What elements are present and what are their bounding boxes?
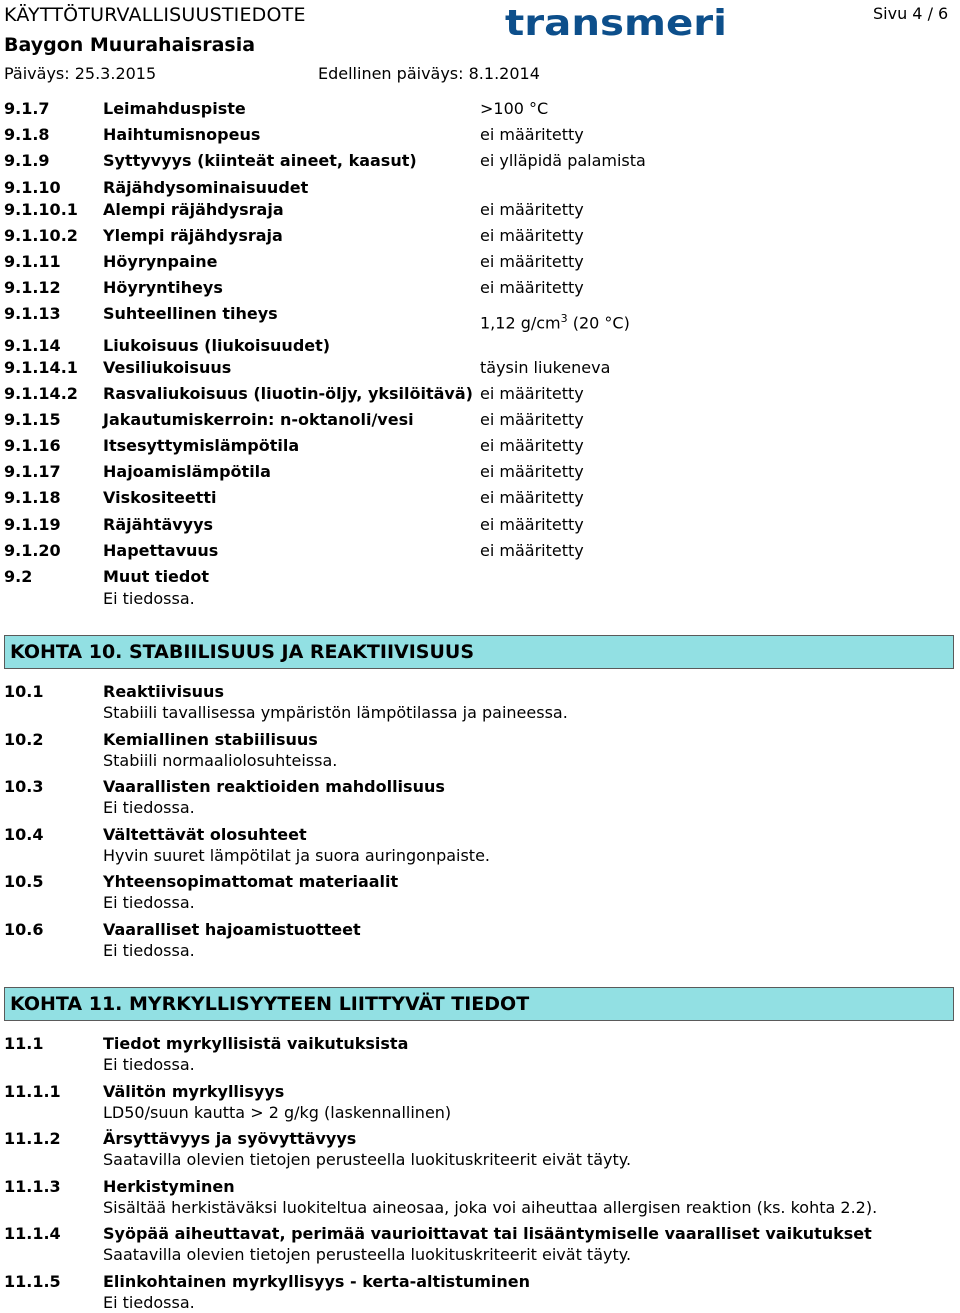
property-number: 9.1.8 [4, 125, 50, 144]
property-number: 9.1.13 [4, 304, 61, 323]
property-label: Räjähdysominaisuudet [103, 178, 309, 197]
property-label: Hapettavuus [103, 541, 219, 560]
item-text: Ei tiedossa. [103, 1293, 195, 1312]
item-text: Stabiili normaaliolosuhteissa. [103, 750, 338, 770]
property-value: ei määritetty [480, 541, 584, 560]
density-temperature: (20 °C) [567, 313, 630, 333]
property-number: 9.1.10.2 [4, 226, 78, 245]
item-label: Reaktiivisuus [103, 682, 224, 701]
property-label: Viskositeetti [103, 488, 217, 507]
item-label: Herkistyminen [103, 1176, 235, 1196]
property-label: Höyrynpaine [103, 252, 218, 271]
property-value: ei määritetty [480, 410, 584, 429]
density-unit-exponent: 3 [560, 312, 568, 325]
section-11-heading [4, 987, 954, 1021]
property-label: Hajoamislämpötila [103, 462, 271, 481]
item-text: Saatavilla olevien tietojen perusteella luokituskriteerit eivät täyty. [103, 1150, 632, 1170]
property-value: ei määritetty [480, 226, 584, 245]
property-number: 9.1.18 [4, 488, 61, 507]
property-number: 9.2 [4, 567, 33, 586]
property-number: 9.1.14.1 [4, 358, 78, 377]
item-text: Ei tiedossa. [103, 798, 195, 818]
item-number: 10.4 [4, 824, 44, 844]
item-label: Vältettävät olosuhteet [103, 824, 307, 844]
property-text: Ei tiedossa. [103, 589, 195, 608]
item-number: 10.2 [4, 729, 44, 749]
property-value: ei määritetty [480, 200, 584, 219]
transmeri-logo [505, 5, 730, 43]
property-value: ei määritetty [480, 252, 584, 271]
property-label: Rasvaliukoisuus (liuotin-öljy, yksilöitävä) [103, 384, 473, 403]
property-label: Muut tiedot [103, 567, 209, 586]
property-label: Alempi räjähdysraja [103, 200, 284, 219]
density-value: 1,12 g/cm [480, 313, 561, 333]
previous-date: Edellinen päiväys: 8.1.2014 [318, 64, 540, 83]
property-label: Itsesyttymislämpötila [103, 436, 300, 455]
property-value: ei määritetty [480, 488, 584, 507]
section-10-heading [4, 635, 954, 669]
property-label: Liukoisuus (liukoisuudet) [103, 336, 331, 355]
document-title: KÄYTTÖTURVALLISUUSTIEDOTE [4, 4, 306, 26]
property-number: 9.1.10.1 [4, 200, 78, 219]
item-label: Yhteensopimattomat materiaalit [103, 872, 399, 892]
item-number: 10.5 [4, 872, 44, 892]
product-name: Baygon Muurahaisrasia [4, 34, 256, 56]
property-value [480, 312, 630, 332]
item-number: 11.1.5 [4, 1272, 61, 1291]
property-number: 9.1.9 [4, 151, 50, 170]
property-number: 9.1.15 [4, 410, 61, 429]
page-number: Sivu 4 / 6 [873, 4, 949, 23]
property-label: Syttyvyys (kiinteät aineet, kaasut) [103, 151, 417, 170]
property-label: Haihtumisnopeus [103, 125, 261, 144]
item-number: 10.3 [4, 777, 44, 797]
item-number: 10.6 [4, 920, 44, 939]
section-10-title: KOHTA 10. STABIILISUUS JA REAKTIIVISUUS [10, 641, 475, 663]
property-label: Suhteellinen tiheys [103, 304, 278, 323]
item-label: Vaaralliset hajoamistuotteet [103, 920, 361, 939]
property-number: 9.1.20 [4, 541, 61, 560]
property-number: 9.1.16 [4, 436, 61, 455]
item-label: Elinkohtainen myrkyllisyys - kerta-altistuminen [103, 1272, 531, 1291]
section-11-title: KOHTA 11. MYRKYLLISYYTEEN LIITTYVÄT TIEDOT [10, 993, 530, 1015]
property-value: ei määritetty [480, 125, 584, 144]
property-value: ei ylläpidä palamista [480, 151, 646, 170]
item-number: 11.1.3 [4, 1176, 61, 1196]
item-label: Vaarallisten reaktioiden mahdollisuus [103, 777, 445, 797]
property-label: Räjähtävyys [103, 515, 214, 534]
issue-date: Päiväys: 25.3.2015 [4, 64, 157, 83]
item-number: 11.1 [4, 1034, 44, 1053]
item-text: Sisältää herkistäväksi luokiteltua aineosaa, joka voi aiheuttaa allergisen reaktion (ks. kohta 2.2). [103, 1197, 878, 1217]
property-label: Jakautumiskerroin: n-oktanoli/vesi [103, 410, 414, 429]
item-number: 11.1.1 [4, 1081, 61, 1101]
property-label: Leimahduspiste [103, 99, 246, 118]
property-number: 9.1.12 [4, 278, 61, 297]
item-text: Saatavilla olevien tietojen perusteella luokituskriteerit eivät täyty. [103, 1245, 632, 1265]
property-number: 9.1.14.2 [4, 384, 78, 403]
transmeri-logo-graphic [505, 5, 730, 39]
property-value: ei määritetty [480, 515, 584, 534]
property-number: 9.1.10 [4, 178, 61, 197]
property-label: Höyryntiheys [103, 278, 223, 297]
item-text: Ei tiedossa. [103, 941, 195, 960]
property-number: 9.1.14 [4, 336, 61, 355]
item-label: Syöpää aiheuttavat, perimää vaurioittavat tai lisääntymiselle vaaralliset vaikutukset [103, 1224, 872, 1244]
item-text: Stabiili tavallisessa ympäristön lämpötilassa ja paineessa. [103, 703, 568, 722]
property-number: 9.1.11 [4, 252, 61, 271]
property-value: täysin liukeneva [480, 358, 611, 377]
property-value: ei määritetty [480, 278, 584, 297]
item-number: 11.1.2 [4, 1129, 61, 1149]
property-value: ei määritetty [480, 436, 584, 455]
property-number: 9.1.17 [4, 462, 61, 481]
item-label: Ärsyttävyys ja syövyttävyys [103, 1129, 357, 1149]
transmeri-logo-text: transmeri [505, 5, 727, 39]
item-text: Ei tiedossa. [103, 1055, 195, 1074]
item-label: Välitön myrkyllisyys [103, 1081, 285, 1101]
property-label: Ylempi räjähdysraja [103, 226, 283, 245]
property-label: Vesiliukoisuus [103, 358, 232, 377]
property-number: 9.1.7 [4, 99, 50, 118]
property-number: 9.1.19 [4, 515, 61, 534]
item-text: Ei tiedossa. [103, 893, 195, 913]
item-number: 10.1 [4, 682, 44, 701]
property-value: ei määritetty [480, 384, 584, 403]
item-text: Hyvin suuret lämpötilat ja suora auringonpaiste. [103, 845, 491, 865]
item-label: Kemiallinen stabiilisuus [103, 729, 318, 749]
property-value: >100 °C [480, 99, 549, 118]
property-value: ei määritetty [480, 462, 584, 481]
item-number: 11.1.4 [4, 1224, 61, 1244]
item-label: Tiedot myrkyllisistä vaikutuksista [103, 1034, 409, 1053]
item-text: LD50/suun kautta > 2 g/kg (laskennallinen) [103, 1102, 452, 1122]
